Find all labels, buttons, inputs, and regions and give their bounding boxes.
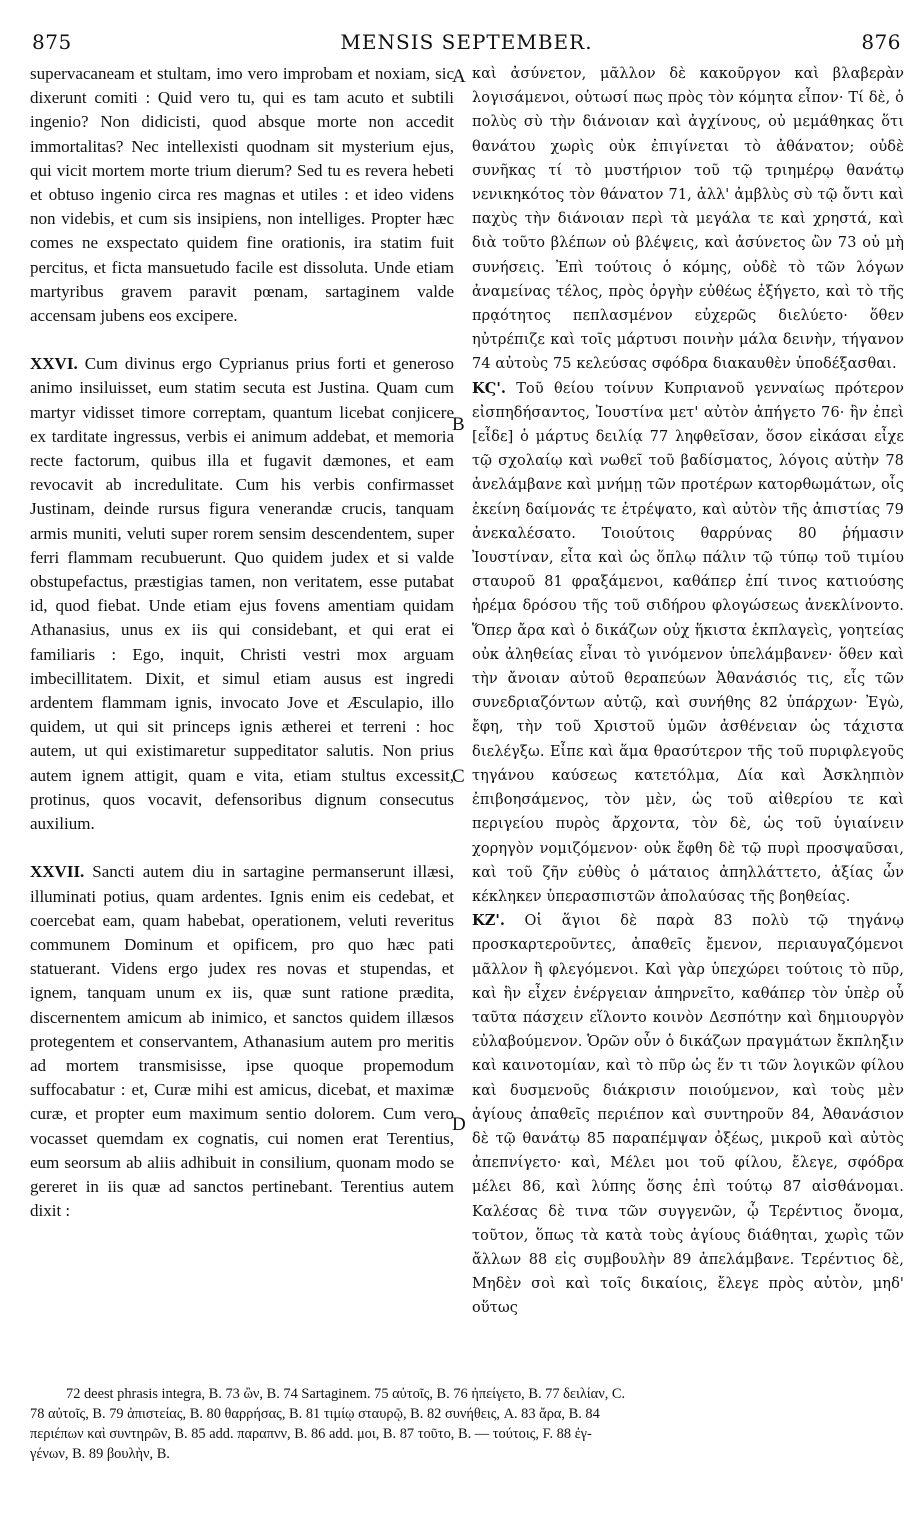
footnotes (30, 1384, 903, 1464)
footnote-line: γένων, B. 89 βουλὴν, B. (30, 1446, 170, 1462)
latin-section-27-number: XXVII. (30, 862, 85, 882)
latin-intro-paragraph: supervacaneam et stultam, imo vero improbam et noxiam, sic dixerunt comiti : Quid vero tu, qui es tam acuto et subtili ingenio? Non didicisti, quod absque morte non accedit immortalitas? Nec intellexisti quodnam sit mysterium ejus, qui vicit mortem morte trium dierum? Sed tu es revera hebeti et obtuso ingenio circa res magnas et utiles : et ideo videns non videbis, et cum sis insipiens, non intelliges. Propter hæc comes ne exspectato quidem fine orationis, ira statim fuit percitus, et ficta mansuetudo facile est dissoluta. Unde etiam martyribus gravem paravit pœnam, sartaginem valde accensam jubens eos excipere. (30, 64, 454, 326)
latin-section-26-number: XXVI. (30, 354, 78, 374)
latin-section-26 (30, 352, 454, 836)
page-header (32, 30, 901, 60)
latin-section-27-text: Sancti autem diu in sartagine permanserunt illæsi, illuminati potius, quam ardentes. Ignis enim eis cedebat, et coercebat eam, quam habebat, operationem, veluti reveritus communem Dominum et opificem, pro quo hæc pati statuerant. Videns ergo judex res novas et stupendas, et ignem, tanquam unum ex iis, quæ sunt ratione prædita, discernentem amicum ab inimico, et sanctos quidem illæsos protegentem et conservantem, Athanasium autem pro meritis ad mortem transmisisse, ipse quoque propemodum suffocabatur : et, Curæ mihi est amicus, dicebat, et maximæ curæ, et propter eum maximum sentio dolorem. Cum vero vocasset quemdam ex cognatis, cui nomen erat Terentius, eum seorsum ab aliis adhibuit in consilium, quonam modo se gereret in iis quæ ad sanctos pertinebant. Terentius autem dixit : (30, 862, 455, 1221)
greek-section-27-number: ΚΖ'. (472, 912, 506, 930)
margin-marker-b: B (452, 414, 465, 435)
latin-column (30, 62, 454, 1380)
footnote-line: 78 αὐτοῖς, B. 79 ἀπιστείας, B. 80 θαρρήσας, B. 81 τιμίῳ σταυρῷ, B. 82 συνήθεις, A. 83 ἄρα, B. 84 (30, 1406, 600, 1422)
margin-marker-a: A (452, 66, 466, 87)
greek-section-27 (472, 909, 904, 1320)
footnote-line: 72 deest phrasis integra, B. 73 ὢν, B. 74 Sartaginem. 75 αὐτοῖς, B. 76 ἠπείγετο, B. 77 δειλίαν, C. (66, 1386, 626, 1402)
left-page-number: 875 (32, 30, 72, 54)
margin-marker-d: D (452, 1114, 466, 1135)
greek-column (472, 62, 904, 1380)
greek-section-26 (472, 377, 904, 909)
footnote-line: περιέπων καὶ συντηρῶν, B. 85 add. παραπνν, B. 86 add. μοι, B. 87 τοῦτο, B. — τούτοις, F. 88 ἐγ- (30, 1426, 592, 1442)
greek-section-26-number: ΚϚ'. (472, 379, 507, 397)
latin-section-27 (30, 860, 454, 1223)
greek-intro-paragraph: καὶ ἀσύνετον, μᾶλλον δὲ κακοῦργον καὶ βλαβερὰν λογισάμενοι, οὑτωσί πως πρὸς τὸν κόμητα εἶπον· Τί δὲ, ὁ πολὺς σὺ τὴν διάνοιαν καὶ ἀγχίνους, οὐ μεμάθηκας ὅτι θανάτου χωρὶς οὐκ ἐπιγίνεται τὸ ἀθάνατον; οὐδὲ συνῆκας τί τὸ μυστήριον τοῦ τῷ τριημέρῳ θανάτῳ νενικηκότος τὸν θάνατον 71, ἀλλ' ἀμβλὺς σὺ τῷ ὄντι καὶ παχὺς τὴν διάνοιαν περὶ τὰ μεγάλα τε καὶ χρηστά, καὶ διὰ τοῦτο βλέπων οὐ βλέψεις, καὶ ἀσύνετος ὢν 73 οὐ μὴ συνήσεις. Ἐπὶ τούτοις ὁ κόμης, οὐδὲ τὸ τῶν λόγων ἀναμείνας τέλος, πρὸς ὀργὴν εὐθέως ἐξήγετο, καὶ τὸ τῆς πρᾳότητος πεπλασμένον εὐχερῶς διελύετο· ὅθεν ηὐτρέπιζε καὶ τοῖς μάρτυσι ποινὴν μάλα δεινὴν, τήγανον 74 αὐτοὺς 75 κελεύσας σφόδρα διακαυθὲν ὑποδέξασθαι. (472, 66, 904, 373)
greek-section-27-text: Οἱ ἅγιοι δὲ παρὰ 83 πολὺ τῷ τηγάνῳ προσκαρτεροῦντες, ἀπαθεῖς ἔμενον, περιαυγαζόμενοι μᾶλλον ἢ φλεγόμενοι. Καὶ γὰρ ὑπεχώρει τούτοις τὸ πῦρ, καὶ ἣν εἶχεν ἐνέργειαν ἀπηρνεῖτο, καθάπερ τὸν ὑπὲρ οὗ ταῦτα πάσχειν εἵλοντο κοινὸν Δεσπότην καὶ δημιουργὸν εὐλαβούμενον. Ὁρῶν οὖν ὁ δικάζων πραγμάτων ἔκπληξιν καὶ καινοτομίαν, καὶ τὸ πῦρ ὡς ἕν τι τῶν λογικῶν φίλου καὶ δυσμενοῦς διάκρισιν ποιούμενον, καὶ τοὺς μὲν ἁγίους ἀπαθεῖς περιέπον καὶ συντηροῦν 84, Ἀθανάσιον δὲ τῷ θανάτῳ 85 παραπέμψαν ὀξέως, μικροῦ καὶ αὐτὸς ἀπεπνίγετο· καὶ, Μέλει μοι τοῦ φίλου, ἔλεγε, σφόδρα μέλει 86, καὶ λύπης ὅσης ἐπὶ τούτῳ 87 αἰσθάνομαι. Καλέσας δὲ τινα τῶν συγγενῶν, ᾧ Τερέντιος ὄνομα, τοῦτον, ὅπως τὰ κατὰ τοὺς ἁγίους διάθηται, χωρὶς τῶν ἄλλων 88 εἰς συμβουλὴν 89 ἀπελάμβανε. Τερέντιος δὲ, Μηδὲν σοὶ καὶ τοῖς δικαίοις, ἔλεγε πρὸς αὐτὸν, μηδ' οὕτως (472, 913, 904, 1317)
margin-marker-c: C (452, 766, 465, 787)
right-page-number: 876 (861, 30, 901, 54)
greek-section-26-text: Τοῦ θείου τοίνυν Κυπριανοῦ γενναίως πρότερον εἰσπηδήσαντος, Ἰουστίνα μετ' αὐτὸν ἀπήγετο 76· ἣν ἐπεὶ [εἶδε] ὁ μάρτυς δειλίᾳ 77 ληφθεῖσαν, ὅσον εἰκάσαι εἶχε τῷ σχολαίῳ καὶ νωθεῖ τοῦ βαδίσματος, λόγοις αὐτὴν 78 ἀνελάμβανε καὶ μνήμῃ τῶν προτέρων κατορθωμάτων, οἷς ἐκείνη δαίμονάς τε ἐτρέψατο, καὶ αὐτὸν τῆς ἀπιστίας 79 ἀνεκαλέσατο. Τοιούτοις θαρρύνας 80 ῥήμασιν Ἰουστίναν, εἶτα καὶ ὡς ὅπλῳ πάλιν τῷ τύπῳ τοῦ τιμίου σταυροῦ 81 φραξάμενοι, καθάπερ ἐπί τινος κατιούσης ἠρέμα δρόσου τῆς τοῦ σιδήρου φλογώσεως ἀνεκλίνοντο. Ὅπερ ἄρα καὶ ὁ δικάζων οὐχ ἥκιστα ἐκπλαγεὶς, γοητείας οὐκ ἀληθείας εἶναι τὸ γινόμενον ὑπελάμβανεν· ὅθεν καὶ τὴν ἄνοιαν αὐτοῦ θεραπεύων Ἀθανάσιός τις, εἷς τῶν συνεδριαζόντων αὐτῷ, καὶ συνήθης 82 ὑπάρχων· Ἐγὼ, ἔφη, τὴν τοῦ Χριστοῦ ὑμῶν ἀσθένειαν ὡς τάχιστα διελέγξω. Εἶπε καὶ ἅμα θρασύτερον τῆς τοῦ πυριφλεγοῦς τηγάνου καύσεως κατετόλμα, Δία καὶ Ἀσκληπιὸν ἐπιβοησάμενος, τὸν μὲν, ὡς τοῦ αἰθερίου τε καὶ περιγείου πυρὸς ἄρχοντα, τὸν δὲ, ὡς τοῦ ὑγιαίνειν χορηγὸν νομιζόμενον· οὐκ ἔφθη δὲ τῷ πυρὶ προσψαῦσαι, καὶ τοῦ ζῆν εὐθὺς ὁ μάταιος ἀπηλλάττετο, ἀξίας ὧν κέκληκεν ὑπερασπιστῶν ἀπολαύσας τῆς βοηθείας. (472, 380, 904, 905)
latin-section-26-text: Cum divinus ergo Cyprianus prius forti et generoso animo insiluisset, eum statim secuta est Justina. Quam cum martyr vidisset timore correptam, quantum licebat conjicere ex tarditate ingressus, verbis ei animum addebat, et memoria recte factorum, quibus illa et fugavit dæmones, et eam revocavit ab incredulitate. Cum his verbis confirmasset Justinam, deinde rursus figura venerandæ crucis, tanquam armis muniti, veluti super rorem sensim descendentem, super ferri flammam recubuerunt. Quo quidem judex et si valde obstupefactus, præstigias tamen, non veritatem, esse putabat id, quod fiebat. Unde etiam ejus fovens amentiam quidam Athanasius, unus ex iis qui considebant, et qui erat ei familiaris : Ego, inquit, Christi vestri mox arguam imbecillitatem. Dixit, et simul etiam ausus est ingredi ardentem flammam ignis, invocato Jove et Æsculapio, illo quidem, ut qui sit princeps ignis ætherei et terreni : hoc autem, ut qui existimaretur suppeditator salutis. Non prius autem ignem attigit, quam e vita, etiam stultus excessit, protinus, quos vocavit, defensoribus dignum consecutus auxilium. (30, 354, 455, 834)
running-title: MENSIS SEPTEMBER. (340, 30, 593, 54)
